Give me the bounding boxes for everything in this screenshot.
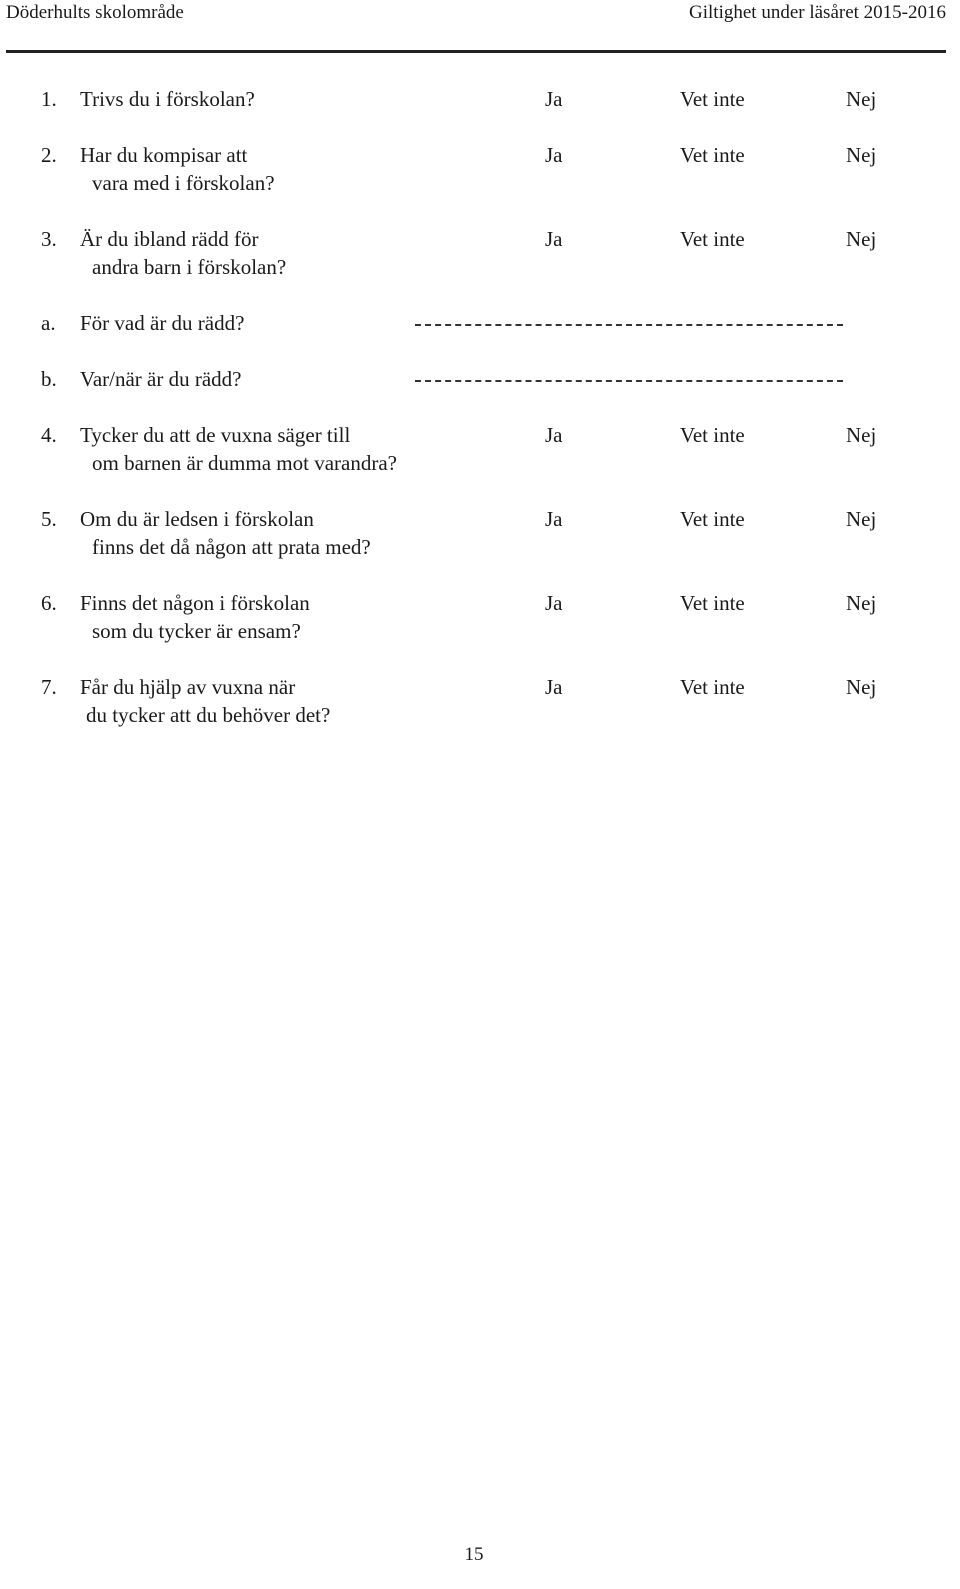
answer-no[interactable]: Nej	[846, 87, 877, 111]
question-number: 7.	[41, 675, 57, 699]
answer-no[interactable]: Nej	[846, 143, 877, 167]
answer-no[interactable]: Nej	[846, 227, 877, 251]
answer-yes[interactable]: Ja	[545, 143, 563, 167]
answer-yes[interactable]: Ja	[545, 591, 563, 615]
answer-dont-know[interactable]: Vet inte	[680, 507, 745, 531]
answer-yes[interactable]: Ja	[545, 227, 563, 251]
question-text: Är du ibland rädd för	[80, 227, 259, 251]
answer-no[interactable]: Nej	[846, 591, 877, 615]
question-text: Tycker du att de vuxna säger till	[80, 423, 351, 447]
header-validity: Giltighet under läsåret 2015-2016	[689, 2, 946, 23]
page-header	[6, 0, 946, 52]
sub-question-text: Var/när är du rädd?	[80, 367, 242, 391]
question-number: 6.	[41, 591, 57, 615]
sub-question-text: För vad är du rädd?	[80, 311, 245, 335]
answer-dont-know[interactable]: Vet inte	[680, 227, 745, 251]
question-text-continued: som du tycker är ensam?	[92, 619, 301, 643]
answer-dont-know[interactable]: Vet inte	[680, 675, 745, 699]
question-text: Får du hjälp av vuxna när	[80, 675, 296, 699]
answer-dont-know[interactable]: Vet inte	[680, 87, 745, 111]
question-text: Har du kompisar att	[80, 143, 248, 167]
sub-question-letter: b.	[41, 367, 57, 391]
question-text: Om du är ledsen i förskolan	[80, 507, 314, 531]
answer-no[interactable]: Nej	[846, 507, 877, 531]
answer-dont-know[interactable]: Vet inte	[680, 143, 745, 167]
question-text-continued: andra barn i förskolan?	[92, 255, 287, 279]
header-school-area: Döderhults skolområde	[6, 2, 184, 23]
answer-yes[interactable]: Ja	[545, 675, 563, 699]
question-text: Finns det någon i förskolan	[80, 591, 310, 615]
answer-dont-know[interactable]: Vet inte	[680, 591, 745, 615]
page-number: 15	[464, 1544, 484, 1565]
answer-yes[interactable]: Ja	[545, 507, 563, 531]
question-number: 4.	[41, 423, 57, 447]
sub-question-letter: a.	[41, 311, 56, 335]
answer-yes[interactable]: Ja	[545, 87, 563, 111]
question-text-continued: vara med i förskolan?	[92, 171, 275, 195]
question-text: Trivs du i förskolan?	[80, 87, 255, 111]
header-divider	[6, 50, 946, 53]
question-number: 5.	[41, 507, 57, 531]
answer-no[interactable]: Nej	[846, 675, 877, 699]
question-text-continued: du tycker att du behöver det?	[86, 703, 331, 727]
question-text-continued: finns det då någon att prata med?	[92, 535, 371, 559]
answer-line[interactable]	[415, 380, 843, 382]
page-footer	[0, 1544, 960, 1566]
answer-yes[interactable]: Ja	[545, 423, 563, 447]
question-number: 1.	[41, 87, 57, 111]
answer-dont-know[interactable]: Vet inte	[680, 423, 745, 447]
answer-no[interactable]: Nej	[846, 423, 877, 447]
question-number: 2.	[41, 143, 57, 167]
answer-line[interactable]	[415, 324, 843, 326]
question-text-continued: om barnen är dumma mot varandra?	[92, 451, 397, 475]
question-number: 3.	[41, 227, 57, 251]
